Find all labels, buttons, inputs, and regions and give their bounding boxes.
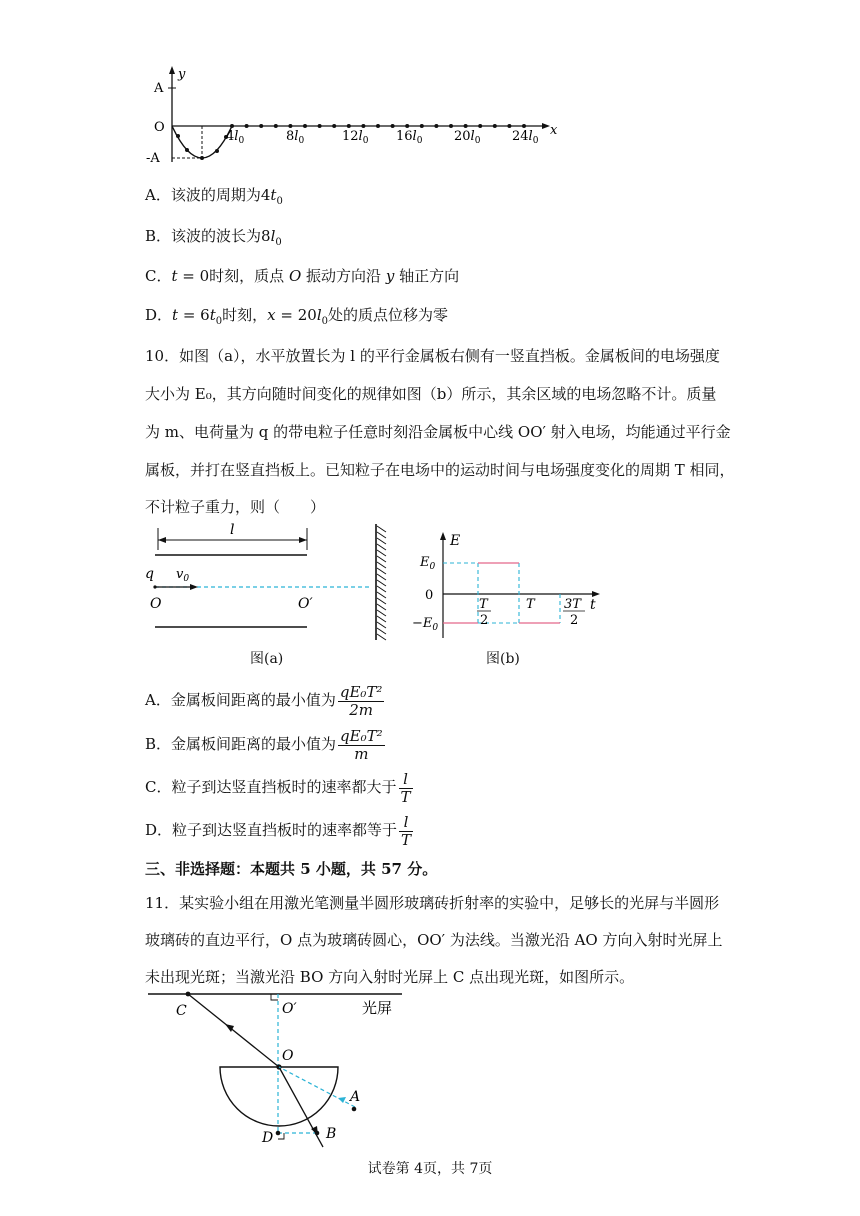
wall-hatching [377,526,386,640]
svg-text:8l0: $8l_0$ [286,129,305,146]
x-axis-label: x [550,123,558,138]
x-tick-12: 12 [342,129,359,144]
q9-option-b[interactable]: B．该波的波长为$8l_0$ [145,227,282,248]
x-tick-16: 16 [396,129,413,144]
q10-stem-line2: 大小为 E₀，其方向随时间变化的规律如图（b）所示，其余区域的电场忽略不计。质量 [145,385,717,403]
q9-option-a[interactable]: A．该波的周期为$4t_0$ [145,186,283,207]
q10-stem-line5: 不计粒子重力，则（ ） [145,498,326,516]
axis-points [230,124,526,128]
q10-option-d[interactable]: D．粒子到达竖直挡板时的速率都等于 $\frac{l}{T}$ [145,812,412,849]
svg-text:12l0: $12l_0$ [342,129,369,146]
svg-text:20l0: $20l_0$ [454,129,481,146]
q10-option-a[interactable]: A．金属板间距离的最小值为 $\frac{\text{qE₀T²}}{2m}$ [145,682,383,719]
figure-a-caption: 图(a) [250,651,284,667]
velocity-label: $v_0$ [176,567,190,584]
x-tick-24: 24 [512,129,529,144]
page-footer: 试卷第 4页，共 7页 [367,1161,493,1177]
q10-stem-line4: 属板，并打在竖直挡板上。已知粒子在电场中的运动时间与电场强度变化的周期 T 相同， [145,461,735,479]
threeT-half-num: 3T [564,597,581,612]
y-axis-label: y [178,67,186,82]
point-D-label: D [262,1130,274,1146]
svg-text:16l0: $16l_0$ [396,129,423,146]
figure-b-caption: 图(b) [486,651,520,667]
E0-tick-label: $E_0$ [420,555,436,572]
q11-stem-line1: 11．某实验小组在用激光笔测量半圆形玻璃砖折射率的实验中，足够长的光屏与半圆形 [145,894,720,912]
tick-negA: -A [146,151,160,166]
point-B-label: B [326,1126,337,1142]
refraction-figure [140,985,430,1155]
T-half-num: T [479,597,488,612]
point-O-label: O [282,1048,294,1064]
x-tick-8: 8 [286,129,295,144]
point-O-prime-label: O′ [298,596,313,612]
T-tick-label: T [526,597,535,612]
q11-stem-line3: 未出现光斑；当激光沿 BO 方向入射时光屏上 C 点出现光斑，如图所示。 [145,968,635,986]
q9-option-c[interactable]: C．t = 0时刻，质点 O 振动方向沿 y 轴正方向 [145,267,460,285]
length-label: l [230,522,235,538]
screen-label: 光屏 [362,999,393,1017]
svg-text:24l0: $24l_0$ [512,129,539,146]
x-tick-4: 4 [226,129,235,144]
q10-stem-line3: 为 m、电荷量为 q 的带电粒子任意时刻沿金属板中心线 OO′ 射入电场，均能通过平行金 [145,423,731,441]
x-tick-labels [226,129,539,146]
tick-A: A [154,81,164,96]
point-A-label: A [350,1089,361,1105]
point-O-label: O [150,596,162,612]
q10-option-c[interactable]: C．粒子到达竖直挡板时的速率都大于 $\frac{l}{T}$ [145,769,411,806]
figure-a-plates [140,518,400,668]
threeT-half-den: 2 [570,613,579,628]
T-half-den: 2 [480,613,489,628]
t-axis-label: t [590,597,596,613]
x-tick-20: 20 [454,129,471,144]
q9-option-d[interactable]: D．$t = 6t_0$时刻，$x = 20l_0$处的质点位移为零 [145,306,449,327]
q10-stem-line1: 10．如图（a），水平放置长为 l 的平行金属板右侧有一竖直挡板。金属板间的电场强度 [145,347,720,365]
q11-stem-line2: 玻璃砖的直边平行，O 点为玻璃砖圆心，OO′ 为法线。当激光沿 AO 方向入射时光屏上 [145,931,723,949]
zero-tick-label: 0 [425,588,434,603]
point-C-label: C [176,1003,187,1019]
tick-O: O [154,120,165,135]
E-axis-label: E [450,533,461,549]
svg-text:4l0: $4l_0$ [226,129,245,146]
wave-graph [140,60,580,170]
q10-option-b[interactable]: B．金属板间距离的最小值为 $\frac{\text{qE₀T²}}{m}$ [145,726,383,763]
section-heading: 三、非选择题：本题共 5 小题，共 57 分。 [145,860,438,878]
figure-b-graph [410,528,610,643]
point-O-prime-label: O′ [282,1001,297,1017]
charge-label: q [145,566,154,582]
negE0-tick-label: $-E_0$ [412,616,439,633]
